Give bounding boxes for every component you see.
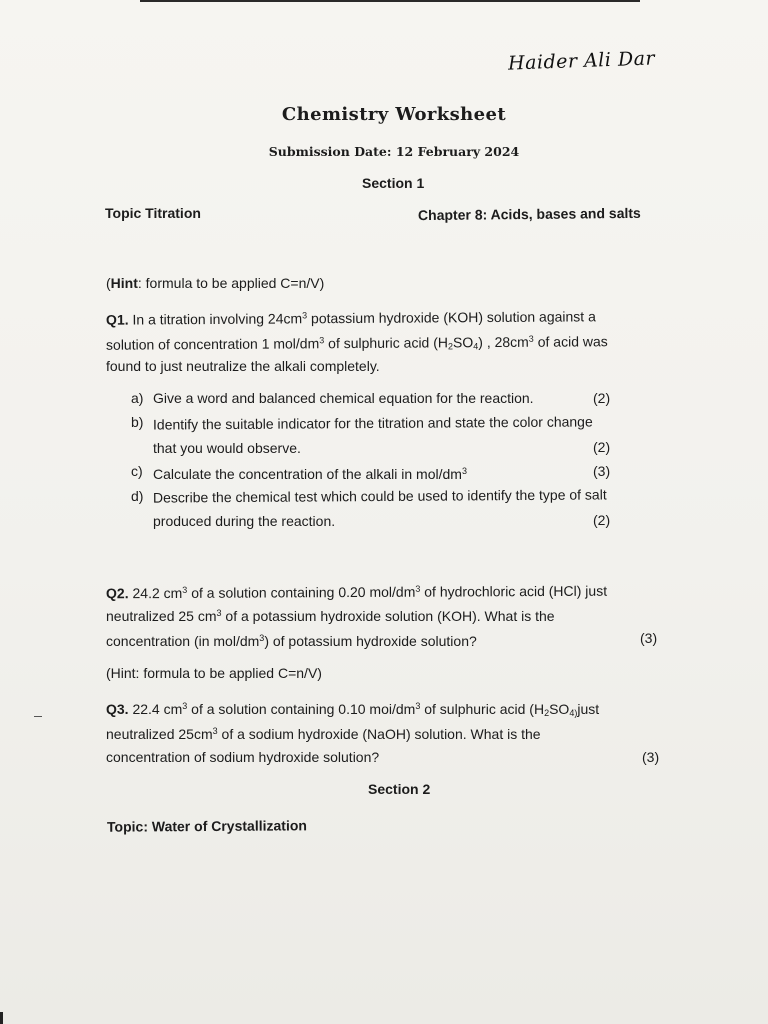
- q2-text: concentration (in mol/dm: [106, 633, 260, 649]
- q3-number: Q3.: [106, 701, 129, 717]
- q1a-label: a): [131, 390, 144, 406]
- topic-titration: Topic Titration: [105, 205, 201, 221]
- q1a-marks: (2): [593, 390, 611, 406]
- superscript: 3: [415, 701, 421, 711]
- margin-dash: [34, 716, 42, 717]
- q1b-text: Identify the suitable indicator for the titration and state the color change: [152, 413, 593, 433]
- superscript: 3: [259, 633, 265, 643]
- scan-edge-mark: [0, 1012, 3, 1024]
- q2-line-2: [106, 601, 555, 628]
- q1c-label: c): [131, 463, 143, 479]
- superscript: 3: [182, 584, 188, 595]
- hint-1-open: (: [106, 275, 111, 291]
- q1d-text: Describe the chemical test which could be used to identify the type of salt: [152, 486, 607, 506]
- q1-text: ) , 28cm: [478, 333, 529, 351]
- q1d-text-2: produced during the reaction.: [153, 513, 336, 529]
- q3-text: just: [577, 701, 600, 717]
- q1-text: SO: [452, 334, 474, 351]
- q1-number: Q1.: [105, 311, 129, 328]
- q1-text: solution of concentration 1 mol/dm: [105, 335, 320, 353]
- q2-text: ) of potassium hydroxide solution?: [264, 633, 477, 649]
- q1d-label: d): [131, 488, 144, 504]
- subscript-paren: ): [574, 708, 578, 718]
- q2-marks: (3): [640, 630, 658, 646]
- top-border-line: [140, 0, 640, 2]
- superscript: 3: [461, 466, 467, 476]
- superscript: 3: [528, 333, 534, 344]
- q2-text: of a potassium hydroxide solution (KOH). What is the: [221, 608, 555, 624]
- q3-text: of a sodium hydroxide (NaOH) solution. What is the: [217, 726, 541, 742]
- section-1-heading: Section 1: [362, 175, 425, 191]
- superscript: 3: [302, 310, 308, 321]
- superscript: 3: [182, 701, 188, 711]
- q2-text: of a solution containing 0.20 mol/dm: [187, 583, 416, 601]
- q1c-marks: (3): [593, 463, 611, 479]
- q3-text: SO: [549, 701, 570, 717]
- q1b-marks: (2): [593, 439, 611, 455]
- handwritten-name: Haider Ali Dar: [507, 47, 656, 75]
- q1b-text-2: that you would observe.: [153, 440, 301, 456]
- q3-text: 22.4 cm: [128, 701, 183, 717]
- q1-text: In a titration involving 24cm: [128, 310, 303, 328]
- q2-text: 24.2 cm: [128, 584, 183, 602]
- worksheet-title: Chemistry Worksheet: [281, 104, 507, 125]
- q2-text: of hydrochloric acid (HCl) just: [420, 582, 608, 600]
- superscript: 3: [415, 583, 421, 594]
- q1c-text: Calculate the concentration of the alkali in mol/dm: [153, 466, 462, 482]
- topic-water-of-crystallization: Topic: Water of Crystallization: [106, 817, 307, 835]
- q1-text: of acid was: [533, 333, 608, 350]
- q3-line-2: [106, 719, 541, 746]
- section-2-heading: Section 2: [368, 781, 431, 797]
- submission-date: Submission Date: 12 February 2024: [268, 144, 520, 159]
- superscript: 3: [212, 726, 218, 736]
- q1-text: potassium hydroxide (KOH) solution against a: [307, 308, 596, 327]
- hint-1-text: : formula to be applied C=n/V): [137, 275, 325, 291]
- hint-1: [106, 271, 324, 295]
- q3-text: of sulphuric acid (H: [420, 701, 545, 717]
- q2-text: neutralized 25 cm: [106, 608, 217, 624]
- q1c-line: [153, 459, 467, 486]
- subscript: 2: [544, 708, 550, 718]
- superscript: 3: [216, 608, 222, 618]
- q2-line-3: [106, 626, 477, 653]
- chapter-heading: Chapter 8: Acids, bases and salts: [417, 204, 641, 224]
- superscript: 3: [319, 335, 325, 346]
- q1-line-3: found to just neutralize the alkali completely.: [106, 358, 380, 374]
- q1-text: of sulphuric acid (H: [324, 334, 449, 352]
- q1b-label: b): [131, 414, 144, 430]
- subscript: 4: [569, 708, 575, 718]
- subscript: 4: [473, 341, 479, 352]
- q2-number: Q2.: [105, 585, 129, 602]
- q3-text: of a solution containing 0.10 moi/dm: [187, 701, 416, 717]
- q1d-marks: (2): [593, 512, 611, 528]
- q3-text: neutralized 25cm: [106, 726, 213, 742]
- hint-2: (Hint: formula to be applied C=n/V): [106, 665, 322, 681]
- hint-1-label: Hint: [110, 275, 138, 291]
- q1a-text: Give a word and balanced chemical equation for the reaction.: [153, 390, 534, 406]
- q3-line-3: concentration of sodium hydroxide solution?: [106, 749, 380, 765]
- subscript: 2: [447, 341, 454, 352]
- q3-marks: (3): [642, 749, 660, 765]
